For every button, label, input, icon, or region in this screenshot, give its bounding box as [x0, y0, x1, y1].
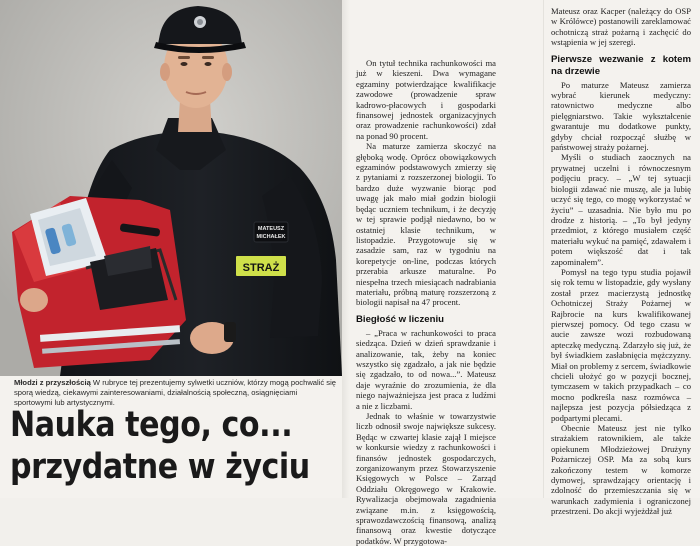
firefighter-illustration — [0, 0, 342, 376]
paragraph: Myśli o studiach zaocznych na prywatnej uczelni i równoczesnym podjęciu pracy. – „W tej sytuacji biologii zdawać nie muszę, ale ja lubię uczyć się tego, co mogę wykorzystać w życiu” – uzasadnia. Nie było mu po drodze z historią. – „To był jedyny przedmiot, z którego musiałem część materiału wykuć na pamięć, zdawałem i potem większość dat i tak zapominałem”. — [551, 152, 691, 267]
column-divider — [543, 0, 544, 498]
paragraph: – „Praca w rachunkowości to praca siedząca. Dzień w dzień sprawdzanie i analizowanie, tak, żeby na koniec wszystko się zgadzało, a jak nie będzie się zgadzało, to od nowa...”. Mateusz daje wyraźnie do zrozumienia, że dla niego najważniejsza jest praca z ludźmi a nie z liczbami. — [356, 327, 496, 411]
article-column-2 — [551, 6, 691, 517]
paragraph: Na maturze zamierza skoczyć na głęboką wodę. Oprócz obowiązkowych egzaminów podstawowych zmierzy się z pytaniami z rozszerzonej biologii. To bardzo duże wyzwanie biorąc pod uwagę jak mało miał godzin biologii będąc uczniem technikum, i że decyzję w tej sprawie podjął niedawno, bo w ostatniej klasie technikum, w listopadzie. Przygotowuje się w zasadzie sam, raz w tygodniu na korepetycje on-line, podczas których przerabia arkusze maturalne. Po niespełna trzech miesiącach nadrabiania materiału, próbną maturę rozszerzoną z biologii napisał na 47 procent. — [356, 141, 496, 308]
article-column-1 — [356, 58, 496, 546]
portrait-photo — [0, 0, 342, 376]
paragraph: Obecnie Mateusz jest nie tylko strażakiem ratownikiem, ale także opiekunem Młodzieżowej Drużyny Pożarniczej OSP. Ma za sobą kurs zakończony testem w komorze dymowej, sprawdzający orientację i zdolność do przemieszczania się w warunkach zadymienia i ograniczonej przestrzeni. Do akcji wyjeżdżał już — [551, 423, 691, 517]
paragraph: On tytuł technika rachunkowości ma już w kieszeni. Dwa wymagane egzaminy potwierdzające kwalifikacje zawodowe (prowadzenie spraw kadrowo-płacowych i gospodarki finansowej jednostek organizacyjnych oraz prowadzenie rachunkowości) zdał na ponad 90 procent. — [356, 58, 496, 141]
paragraph: Pomysł na tego typu studia pojawił się rok temu w listopadzie, gdy wysłany został przez macierzystą jednostkę Ochotniczej Straży Pożarnej w Rajbrocie na kurs kwalifikowanej pierwszej pomocy. Od tego czasu w aucie zawsze wozi rozbudowaną apteczkę medyczną. Zdarzyło się już, że był świadkiem zasłabnięcia mężczyzny. Miał on problemy z sercem, świadkowie chcieli ułożyć go w pozycji bocznej, tymczasem w takich przypadkach – co mocno podkreśla nasz rozmówca – najlepsza jest pozycja półsiedząca z podpartymi plecami. — [551, 266, 691, 423]
section-heading: Biegłość w liczeniu — [356, 313, 444, 325]
straz-patch-text: STRAŻ — [242, 262, 280, 274]
paragraph: Mateusz oraz Kacper (należący do OSP w Królówce) postanowili zareklamować ochotniczą straż pożarną i zachęcić do wstąpienia w jej szeregi. — [551, 6, 691, 48]
section-heading: Pierwsze wezwanie z kotem na drzewie — [551, 53, 691, 77]
paragraph: Jednak to właśnie w towarzystwie liczb odnosił swoje największe sukcesy. Będąc w czwartej klasie zajął I miejsce w konkursie wiedzy z rachunkowości i finansów jednostek gospodarczych, zorganizowanym przez Stowarzyszenie Księgowych w Polsce – Zarząd Oddziału Okręgowego w Krakowie. Rywalizacja obejmowała zagadnienia związane m.in. z księgowością, sprawozdawczością finansową, analizą finansową oraz kwestie dotyczące podatków. W przygotowa- — [356, 411, 496, 546]
medical-bag-shape — [12, 196, 186, 368]
badge-name-line1: MATEUSZ — [257, 226, 285, 232]
headline-line2: przydatne w życiu — [10, 447, 310, 487]
caption-lead: Młodzi z przyszłością — [14, 378, 91, 387]
caption-text: W rubryce tej prezentujemy sylwetki uczniów, którzy mogą pochwalić się sporą wiedzą, ciekawymi zainteresowaniami, działalnością społeczną, osiągnięciami sportowymi lub artystycznymi. — [14, 378, 337, 407]
paragraph: Po maturze Mateusz zamierza wybrać kierunek medyczny: ratownictwo medyczne albo pielęgniarstwo. Takie wykształcenie gwarantuje mu dodatkowe punkty, gdyby chciał rozpocząć służbę w państwowej straży pożarnej. — [551, 79, 691, 153]
article-headline — [10, 404, 310, 488]
page-gutter — [342, 0, 350, 498]
badge-name-line2: MICHAŁEK — [256, 234, 286, 240]
headline-line1: Nauka tego, co... — [10, 405, 293, 445]
